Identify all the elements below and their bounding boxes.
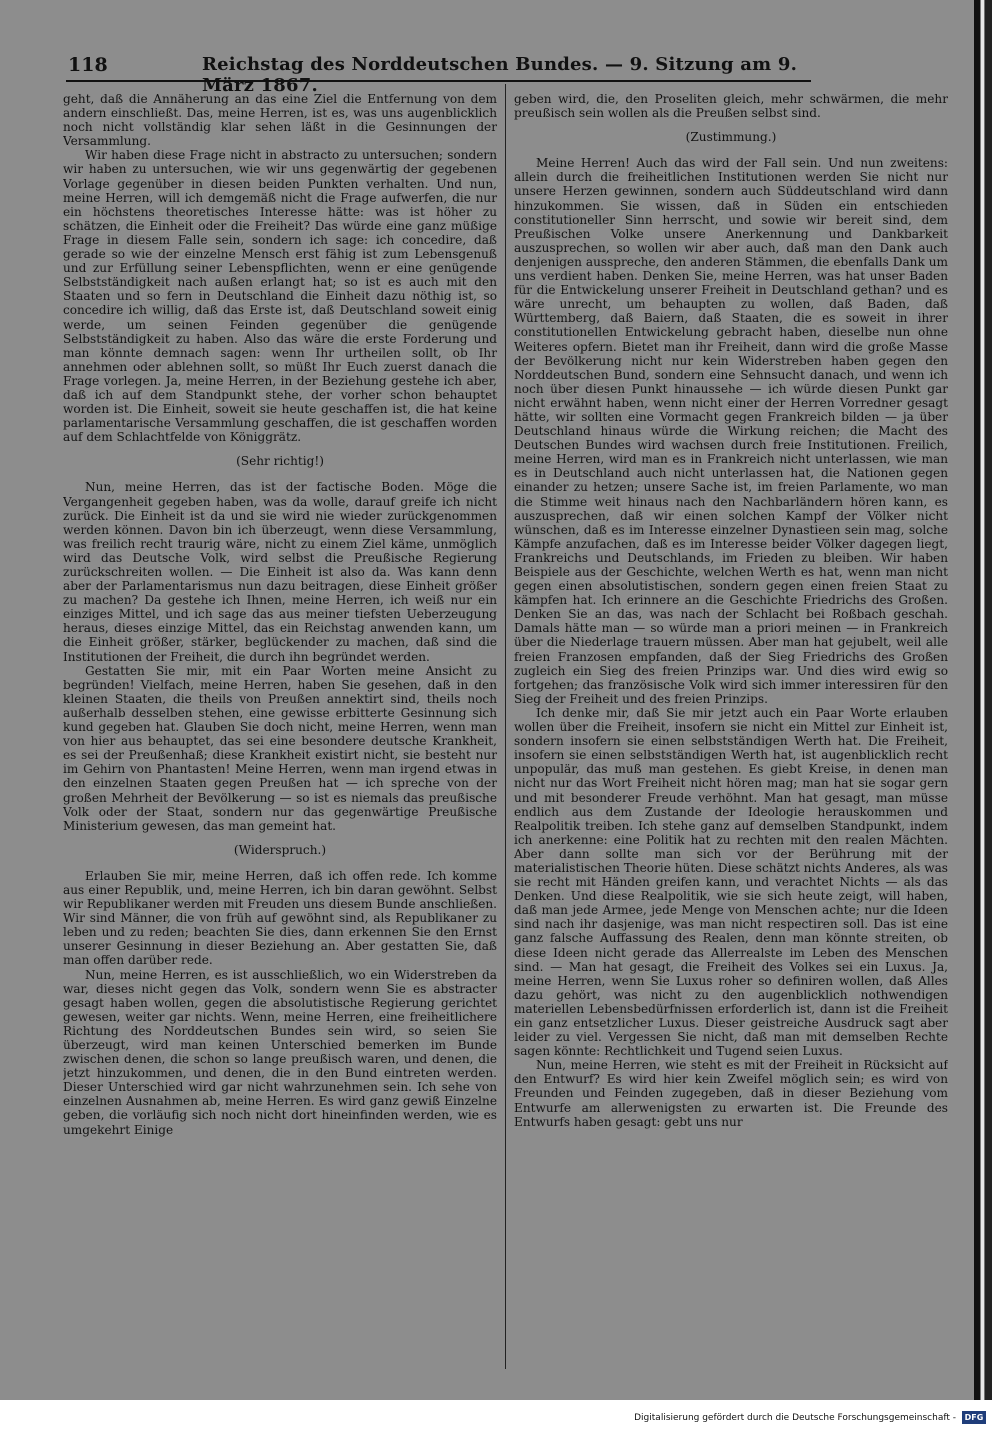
paragraph: Meine Herren! Auch das wird der Fall sein. Und nun zweitens: allein durch die freiheitlichen Institutionen werden Sie nicht nur unsere Herzen gewinnen, sondern auch Süddeutschland wird dann hinzukommen. Sie wissen, daß in Süden ein entschieden constitutioneller Sinn herrscht, und sowie wir bereit sind, dem Preußischen Volke unsere Anerkennung und Dankbarkeit auszusprechen, so wollen wir aber auch, daß man den Dank auch denjenigen ausspreche, den anderen Stämmen, die ebenfalls Dank um uns verdient haben. Denken Sie, meine Herren, was hat unser Baden für die Entwickelung unserer Freiheit in Deutschland gethan? und es wäre unrecht, um behaupten zu wollen, daß Baden, daß Württemberg, daß Baiern, daß Staaten, die es soweit in ihrer constitutionellen Entwickelung gebracht haben, dieselbe nun ohne Weiteres opfern. Bietet man ihr Freiheit, dann wird die große Masse der Bevölkerung nicht nur kein Widerstreben haben gegen den Norddeutschen Bund, sondern eine Sehnsucht danach, und wenn ich noch über diesen Punkt hinaussehe — ich würde diesen Punkt gar nicht erwähnt haben, wenn nicht einer der Herren Vorredner gesagt hätte, wir sollten eine Vormacht gegen Frankreich bilden — ja über Deutschland hinaus würde die Wirkung reichen; die Macht des Deutschen Bundes wird wachsen durch freie Institutionen. Freilich, meine Herren, wird man es in Frankreich nicht unterlassen, wie man es in Deutschland auch nicht unterlassen hat, die Nationen gegen einander zu hetzen; unsere Sache ist, im freien Parlamente, wo man die Stimme weit hinaus nach den Nachbarländern hören kann, es auszusprechen, daß wir einen solchen Kampf der Völker nicht wünschen, daß es im Interesse einzelner Dynastieen sein mag, solche Kämpfe anzufachen, daß es im Interesse beider Völker dagegen liegt, Frankreichs und Deutschlands, im Frieden zu bleiben. Wir haben Beispiele aus der Geschichte, welchen Werth es hat, wenn man nicht gegen einen absolutistischen, sondern gegen einen freien Staat zu kämpfen hat. Ich erinnere an die Geschichte Friedrichs des Großen. Denken Sie an das, was nach der Schlacht bei Roßbach geschah. Damals hätte man — so würde man a priori meinen — in Frankreich über die Niederlage trauern müssen. Aber man hat gejubelt, weil alle freien Franzosen empfanden, daß der Sieg Friedrichs des Großen zugleich ein Sieg des freien Prinzips war. Und dies wird ewig so fortgehen; das französische Volk wird sich immer interessiren für den Sieg der Freiheit und des freien Prinzips. (514, 156, 948, 706)
paragraph: Ich denke mir, daß Sie mir jetzt auch ein Paar Worte erlauben wollen über die Freiheit, insofern sie nicht ein Mittel zur Einheit ist, sondern insofern sie einen selbstständigen Werth hat. Die Freiheit, insofern sie einen selbstständigen Werth hat, ist augenblicklich recht unpopulär, das muß man gestehen. Es giebt Kreise, in denen man nicht nur das Wort Freiheit nicht hören mag; man hat sie sogar gern und mit besonderer Freude verhöhnt. Man hat gesagt, man müsse endlich aus dem Zustande der Ideologie herauskommen und Realpolitik treiben. Ich stehe ganz auf demselben Standpunkt, indem ich anerkenne: eine Politik hat zu rechten mit den realen Mächten. Aber dann sollte man sich vor der Berührung mit der materialistischen Theorie hüten. Diese schätzt nichts Anderes, als was sie recht mit Händen greifen kann, und verachtet Nichts — als das Denken. Und diese Realpolitik, wie sie sich heute zeigt, will haben, daß man jede Armee, jede Menge von Menschen achte; nur die Ideen sind nach ihr dasjenige, was man nicht respectiren soll. Das ist eine ganz falsche Auffassung des Realen, denn man könnte streiten, ob diese Ideen nicht gerade das Allerrealste im Leben des Menschen sind. — Man hat gesagt, die Freiheit des Volkes sei ein Luxus. Ja, meine Herren, wenn Sie Luxus roher so definiren wollen, daß Alles dazu gehört, was nicht zu den augenblicklich nothwendigen materiellen Lebensbedürfnissen erforderlich ist, dann ist die Freiheit ein ganz entsetzlicher Luxus. Dieser geistreiche Ausdruck sagt aber leider zu viel. Vergessen Sie nicht, daß man mit demselben Rechte sagen könnte: Rechtlichkeit und Tugend seien Luxus. (514, 705, 948, 1059)
scan-edge (966, 0, 992, 1400)
paragraph: Wir haben diese Frage nicht in abstracto zu untersuchen; sondern wir haben zu untersuchen, wie wir uns gegenwärtig der gegebenen Vorlage gegenüber in diesen beiden Punkten verhalten. Und nun, meine Herren, will ich demgemäß nicht die Frage aufwerfen, die nur ein höchstens theoretisches Interesse hätte: was ist höher zu schätzen, die Einheit oder die Freiheit? Das würde eine ganz müßige Frage in diesem Falle sein, sondern ich sage: ich concedire, daß gerade so wie der einzelne Mensch erst fähig ist zum Lebensgenuß und zur Erfüllung seiner Lebenspflichten, wenn er eine genügende Selbstständigkeit nach außen erlangt hat; so ist es auch mit den Staaten und so fern in Deutschland die Einheit dazu nöthig ist, so concedire ich willig, daß das Erste ist, daß Deutschland soweit einig werde, um seinen Feinden gegenüber die genügende Selbstständigkeit zu haben. Also das wäre die erste Forderung und man könnte demnach sagen: wenn Ihr urtheilen sollt, ob Ihr annehmen oder ablehnen sollt, so müßt Ihr Euch zuerst danach die Frage vorlegen. Ja, meine Herren, in der Beziehung gestehe ich aber, daß ich auf dem Standpunkt stehe, der vorher schon behauptet worden ist. Die Einheit, soweit sie heute geschaffen ist, die hat keine parlamentarische Versammlung geschaffen, die ist geschaffen worden auf dem Schlachtfelde von Königgrätz. (63, 148, 497, 445)
paragraph: Nun, meine Herren, es ist ausschließlich, wo ein Widerstreben da war, dieses nicht gegen das Volk, sondern wenn Sie es abstracter gesagt haben wollen, gegen die absolutistische Regierung gerichtet gewesen, weiter gar nichts. Wenn, meine Herren, eine freiheitlichere Richtung des Norddeutschen Bundes sein wird, so seien Sie überzeugt, wird man keinen Unterschied bemerken im Bunde zwischen denen, die schon so lange preußisch waren, und denen, die jetzt hinzukommen, und denen, die in den Bund eintreten werden. Dieser Unterschied wird gar nicht wahrzunehmen sein. Ich sehe von einzelnen Ausnahmen ab, meine Herren. Es wird ganz gewiß Einzelne geben, die vorläufig sich noch nicht dort hineinfinden werden, wie es umgekehrt Einige (63, 967, 497, 1137)
dfg-logo: DFG (962, 1411, 986, 1424)
interjection: (Zustimmung.) (685, 130, 777, 145)
right-column (514, 92, 948, 1372)
left-column (63, 92, 497, 1372)
paragraph: geht, daß die Annäherung an das eine Ziel die Entfernung von dem andern einschließt. Das, meine Herren, ist es, was uns augenblicklich noch nicht vollständig klar sehen läßt in die Gesinnungen der Versammlung. (63, 92, 497, 149)
interjection: (Widerspruch.) (233, 842, 327, 857)
funding-credit: Digitalisierung gefördert durch die Deutsche Forschungsgemeinschaft - (634, 1413, 956, 1423)
paragraph: Gestatten Sie mir, mit ein Paar Worten meine Ansicht zu begründen! Vielfach, meine Herren, haben Sie gesehen, daß in den kleinen Staaten, die theils von Preußen annektirt sind, theils noch außerhalb desselben stehen, eine gewisse erbitterte Gesinnung sich kund gegeben hat. Glauben Sie doch nicht, meine Herren, wenn man von hier aus behauptet, das sei eine besondere deutsche Krankheit, es sei der Preußenhaß; diese Krankheit existirt nicht, sie besteht nur im Gehirn von Phantasten! Meine Herren, wenn man irgend etwas in den einzelnen Staaten gegen Preußen hat — ich spreche von der großen Mehrheit der Bevölkerung — so ist es niemals das preußische Volk oder der Staat, sondern nur das gegenwärtige Preußische Ministerium gewesen, das man gemeint hat. (63, 663, 497, 833)
running-title: Reichstag des Norddeutschen Bundes. — 9. Sitzung am 9. März 1867. (202, 54, 798, 96)
paragraph: Erlauben Sie mir, meine Herren, daß ich offen rede. Ich komme aus einer Republik, und, meine Herren, ich bin daran gewöhnt. Selbst wir Republikaner werden mit Freuden uns diesem Bunde anschließen. Wir sind Männer, die von früh auf gewöhnt sind, als Republikaner zu leben und zu reden; beachten Sie dies, dann erkennen Sie den Ernst unserer Gesinnung in dieser Beziehung an. Aber gestatten Sie, daß man offen darüber rede. (63, 868, 497, 968)
column-divider (505, 84, 506, 1369)
paragraph: Nun, meine Herren, das ist der factische Boden. Möge die Vergangenheit gegeben haben, was da wolle, darauf greife ich nicht zurück. Die Einheit ist da und sie wird nie wieder zurückgenommen werden können. Davon bin ich überzeugt, wenn diese Versammlung, was freilich recht traurig wäre, nicht zu einem Ziel käme, unmöglich wird das Deutsche Volk, wird selbst die Preußische Regierung zurückschreiten wollen. — Die Einheit ist also da. Was kann denn aber der Parlamentarismus nun dazu beitragen, diese Einheit größer zu machen? Da gestehe ich Ihnen, meine Herren, ich weiß nur ein einziges Mittel, und ich sage das aus meiner tiefsten Ueberzeugung heraus, dieses einzige Mittel, das ein Reichstag anwenden kann, um die Einheit größer, stärker, beglückender zu machen, daß sind die Institutionen der Freiheit, die durch ihn begründet werden. (63, 480, 497, 664)
paragraph: Nun, meine Herren, wie steht es mit der Freiheit in Rücksicht auf den Entwurf? Es wird hier kein Zweifel möglich sein; es wird von Freunden und Feinden zugegeben, daß in dieser Beziehung vom Entwurfe am allerwenigsten zu erwarten ist. Die Freunde des Entwurfs haben gesagt: gebt uns nur (514, 1058, 948, 1129)
paragraph: geben wird, die, den Proseliten gleich, mehr schwärmen, die mehr preußisch sein wollen als die Preußen selbst sind. (514, 92, 948, 121)
interjection: (Sehr richtig!) (236, 454, 324, 469)
page-number: 118 (68, 54, 108, 76)
running-header (66, 54, 811, 96)
footer (0, 1400, 1000, 1432)
